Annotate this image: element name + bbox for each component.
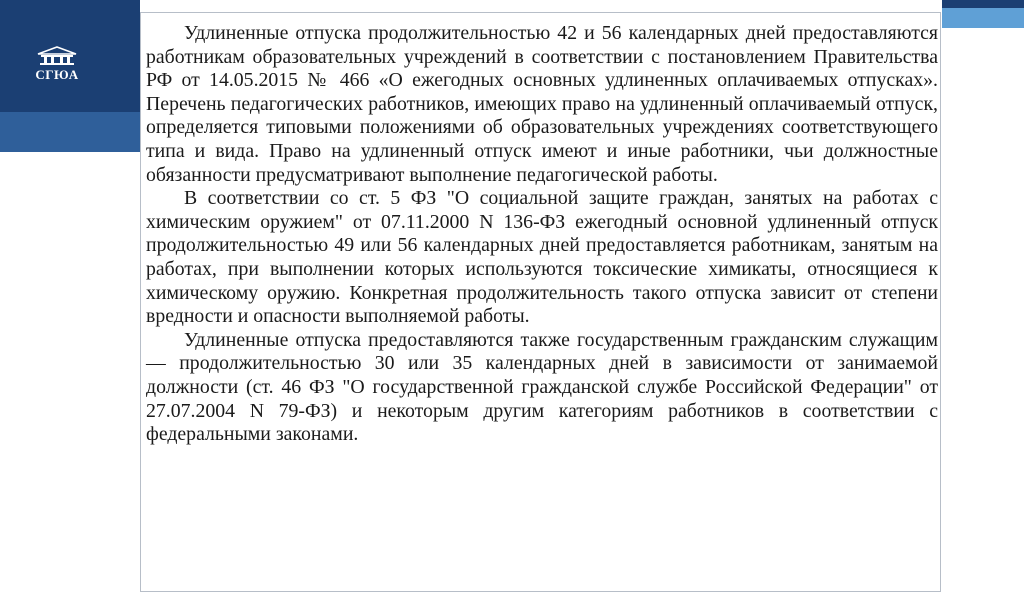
paragraph-chemical-weapons-leave: В соответствии со ст. 5 ФЗ "О социальной защите граждан, занятых на работах с химическим оружием" от 07.11.2000 N 136-ФЗ ежегодный основной удлиненный отпуск продолжительностью 49 или 56 календарных дней предоставляется работникам, занятым на работах, при выполнении которых используются токсические химикаты, относящиеся к химическому оружию. Конкретная продолжительность такого отпуска зависит от степени вредности и опасности выполняемой работы. — [146, 187, 938, 328]
paragraph-civil-servants-leave: Удлиненные отпуска предоставляются также государственным гражданским служащим — продолжительностью 30 или 35 календарных дней в зависимости от занимаемой должности (ст. 46 ФЗ "О государственной гражданской службе Российской Федерации" от 27.07.2004 N 79-ФЗ) и некоторым другим категориям работников в соответствии с федеральными законами. — [146, 328, 938, 446]
header-stripe-dark — [942, 0, 1024, 8]
logo-text: СГЮА — [35, 67, 79, 82]
document-text — [146, 22, 938, 447]
header-stripe-light — [942, 8, 1024, 28]
building-emblem-icon — [35, 46, 79, 66]
paragraph-teachers-leave: Удлиненные отпуска продолжительностью 42 и 56 календарных дней предоставляются работникам образовательных учреждений в соответствии с постановлением Правительства РФ от 14.05.2015 № 466 «О ежегодных основных удлиненных оплачиваемых отпусках». Перечень педагогических работников, имеющих право на удлиненный оплачиваемый отпуск, определяется типовыми положениями об образовательных учреждениях соответствующего типа и вида. Право на удлиненный отпуск имеют и иные работники, чьи должностные обязанности предусматривают выполнение педагогической работы. — [146, 22, 938, 186]
header-corner-light — [0, 112, 140, 152]
university-logo — [22, 46, 92, 83]
